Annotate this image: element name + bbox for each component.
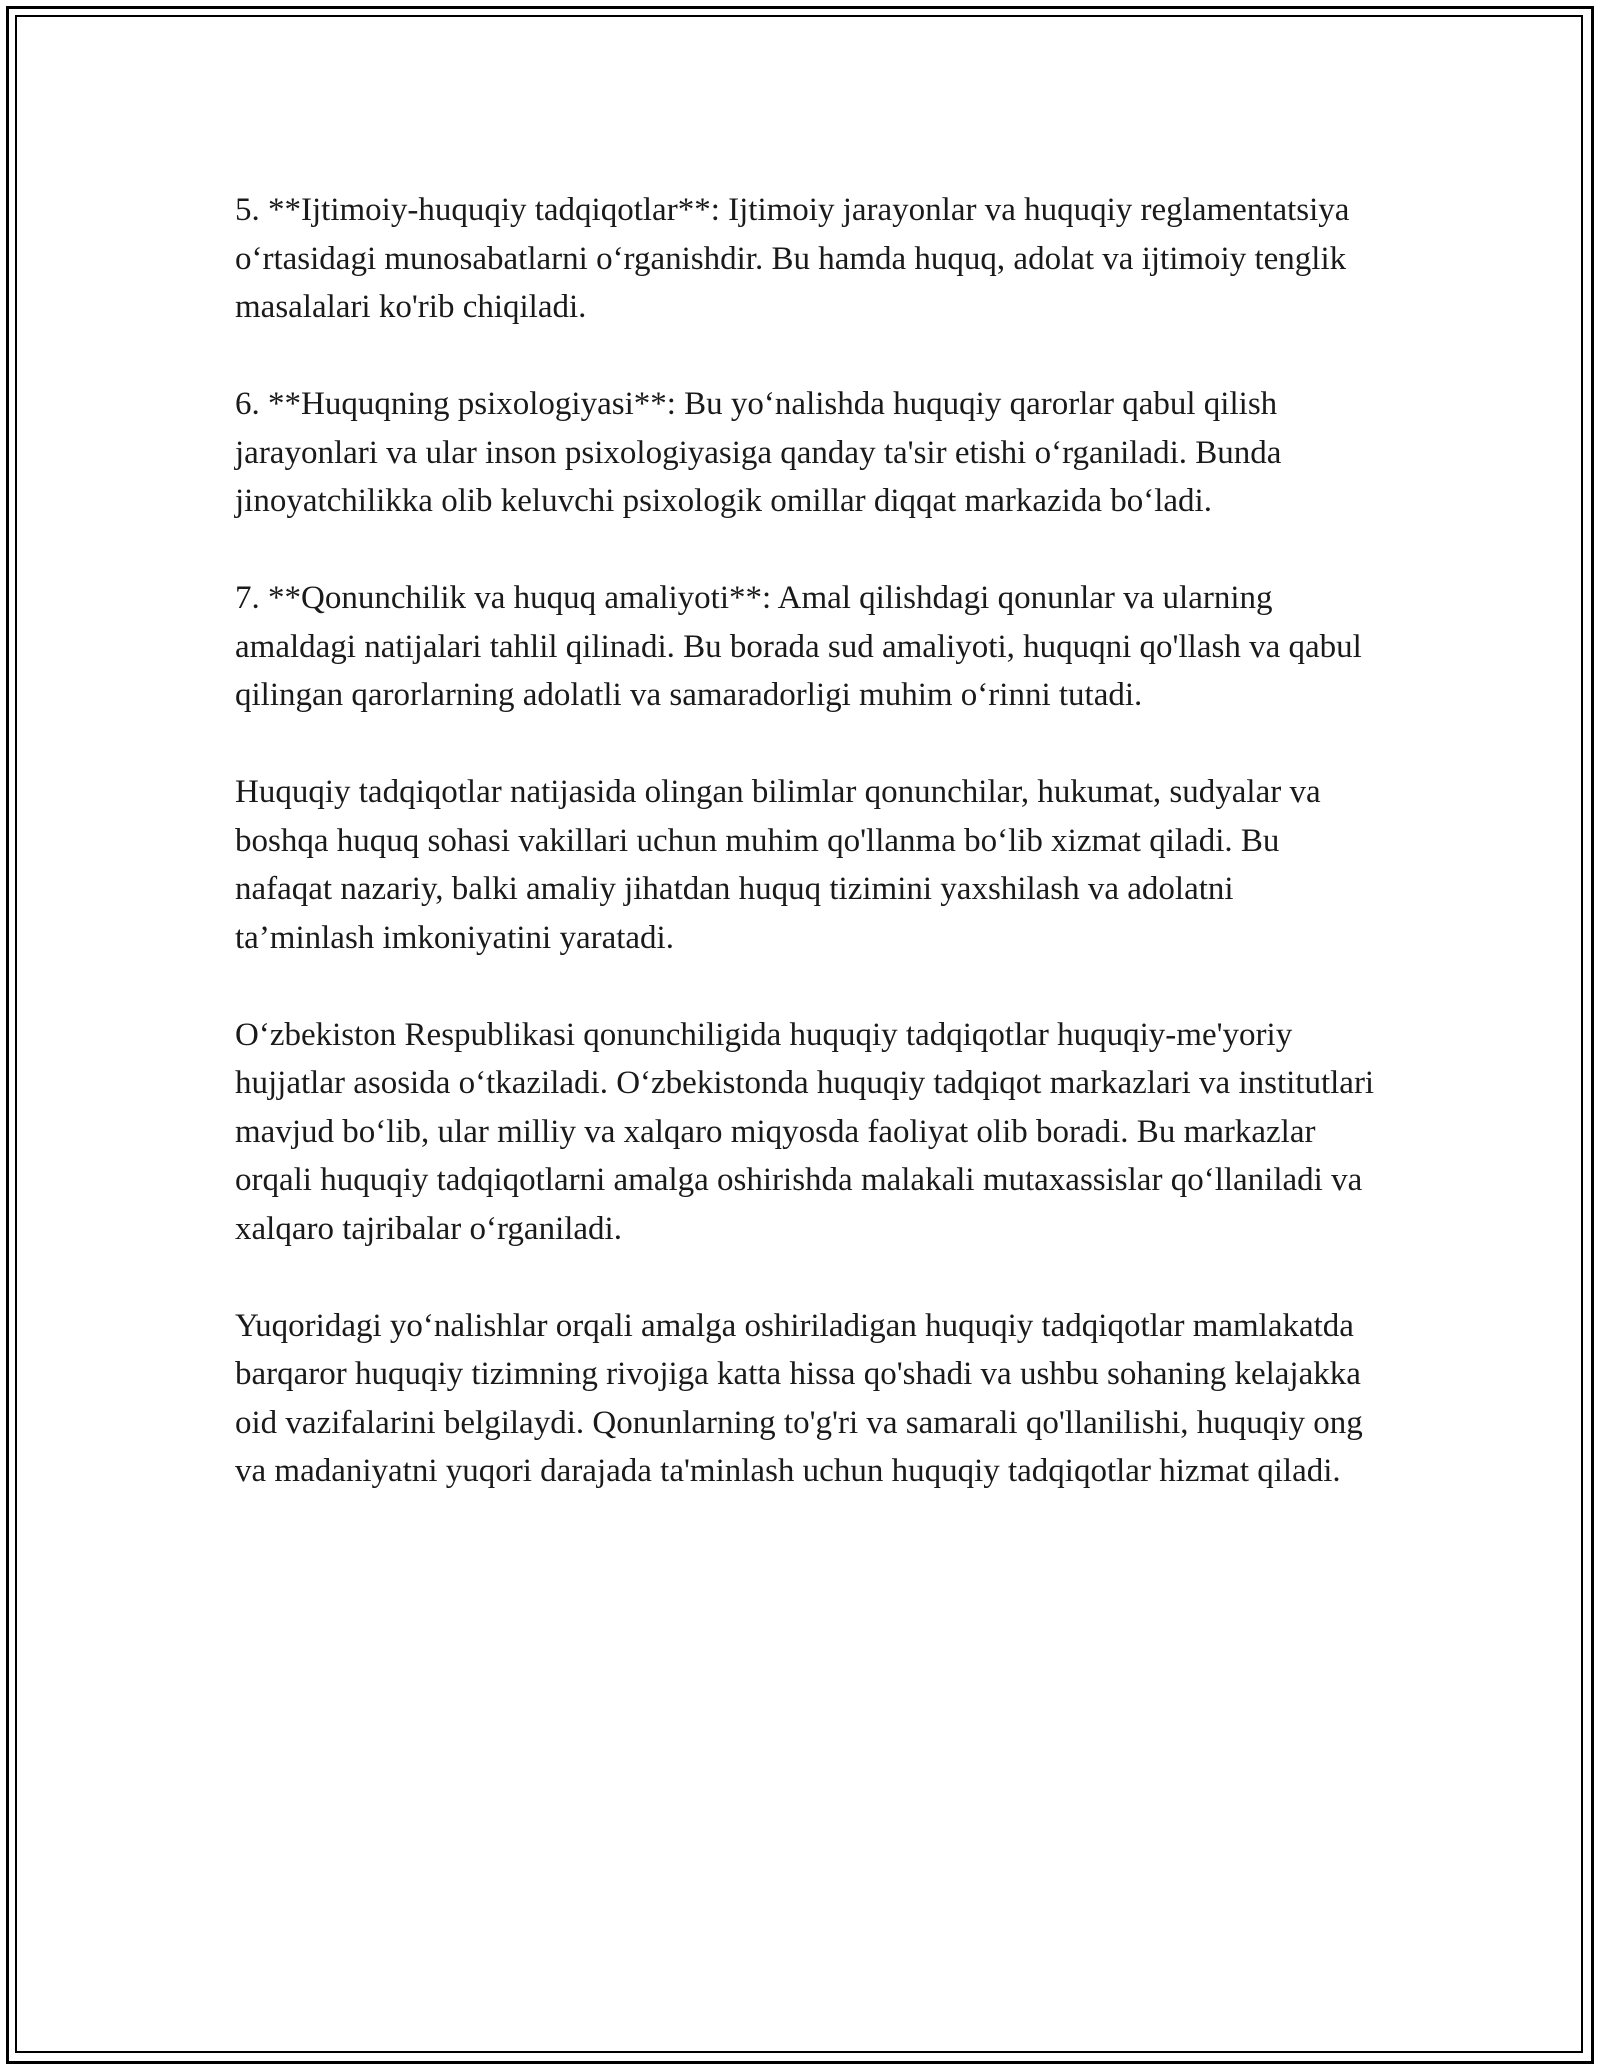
document-body [235,186,1375,1544]
paragraph-item-7: 7. **Qonunchilik va huquq amaliyoti**: Amal qilishdagi qonunlar va ularning amaldagi natijalari tahlil qilinadi. Bu borada sud amaliyoti, huquqni qo'llash va qabul qilingan qarorlarning adolatli va samaradorligi muhim o‘rinni tutadi. [235,580,1362,713]
paragraph-item-5: 5. **Ijtimoiy-huquqiy tadqiqotlar**: Ijtimoiy jarayonlar va huquqiy reglamentatsiya o‘rtasidagi munosabatlarni o‘rganishdir. Bu hamda huquq, adolat va ijtimoiy tenglik masalalari ko'rib chiqiladi. [235,192,1350,325]
paragraph-uzbekistan: O‘zbekiston Respublikasi qonunchiligida huquqiy tadqiqotlar huquqiy-me'yoriy hujjatlar asosida o‘tkaziladi. O‘zbekistonda huquqiy tadqiqot markazlari va institutlari mavjud bo‘lib, ular milliy va xalqaro miqyosda faoliyat olib boradi. Bu markazlar orqali huquqiy tadqiqotlarni amalga oshirishda malakali mutaxassislar qo‘llaniladi va xalqaro tajribalar o‘rganiladi. [235,1016,1375,1247]
paragraph-conclusion: Yuqoridagi yo‘nalishlar orqali amalga oshiriladigan huquqiy tadqiqotlar mamlakatda barqaror huquqiy tizimning rivojiga katta hissa qo'shadi va ushbu sohaning kelajakka oid vazifalarini belgilaydi. Qonunlarning to'g'ri va samarali qo'llanilishi, huquqiy ong va madaniyatni yuqori darajada ta'minlash uchun huquqiy tadqiqotlar hizmat qiladi. [235,1307,1363,1489]
paragraph-item-6: 6. **Huquqning psixologiyasi**: Bu yo‘nalishda huquqiy qarorlar qabul qilish jarayonlari va ular inson psixologiyasiga qanday ta'sir etishi o‘rganiladi. Bunda jinoyatchilikka olib keluvchi psixologik omillar diqqat markazida bo‘ladi. [235,386,1282,519]
paragraph-knowledge-use: Huquqiy tadqiqotlar natijasida olingan bilimlar qonunchilar, hukumat, sudyalar va boshqa huquq sohasi vakillari uchun muhim qo'llanma bo‘lib xizmat qiladi. Bu nafaqat nazariy, balki amaliy jihatdan huquq tizimini yaxshilash va adolatni ta’minlash imkoniyatini yaratadi. [235,774,1321,956]
